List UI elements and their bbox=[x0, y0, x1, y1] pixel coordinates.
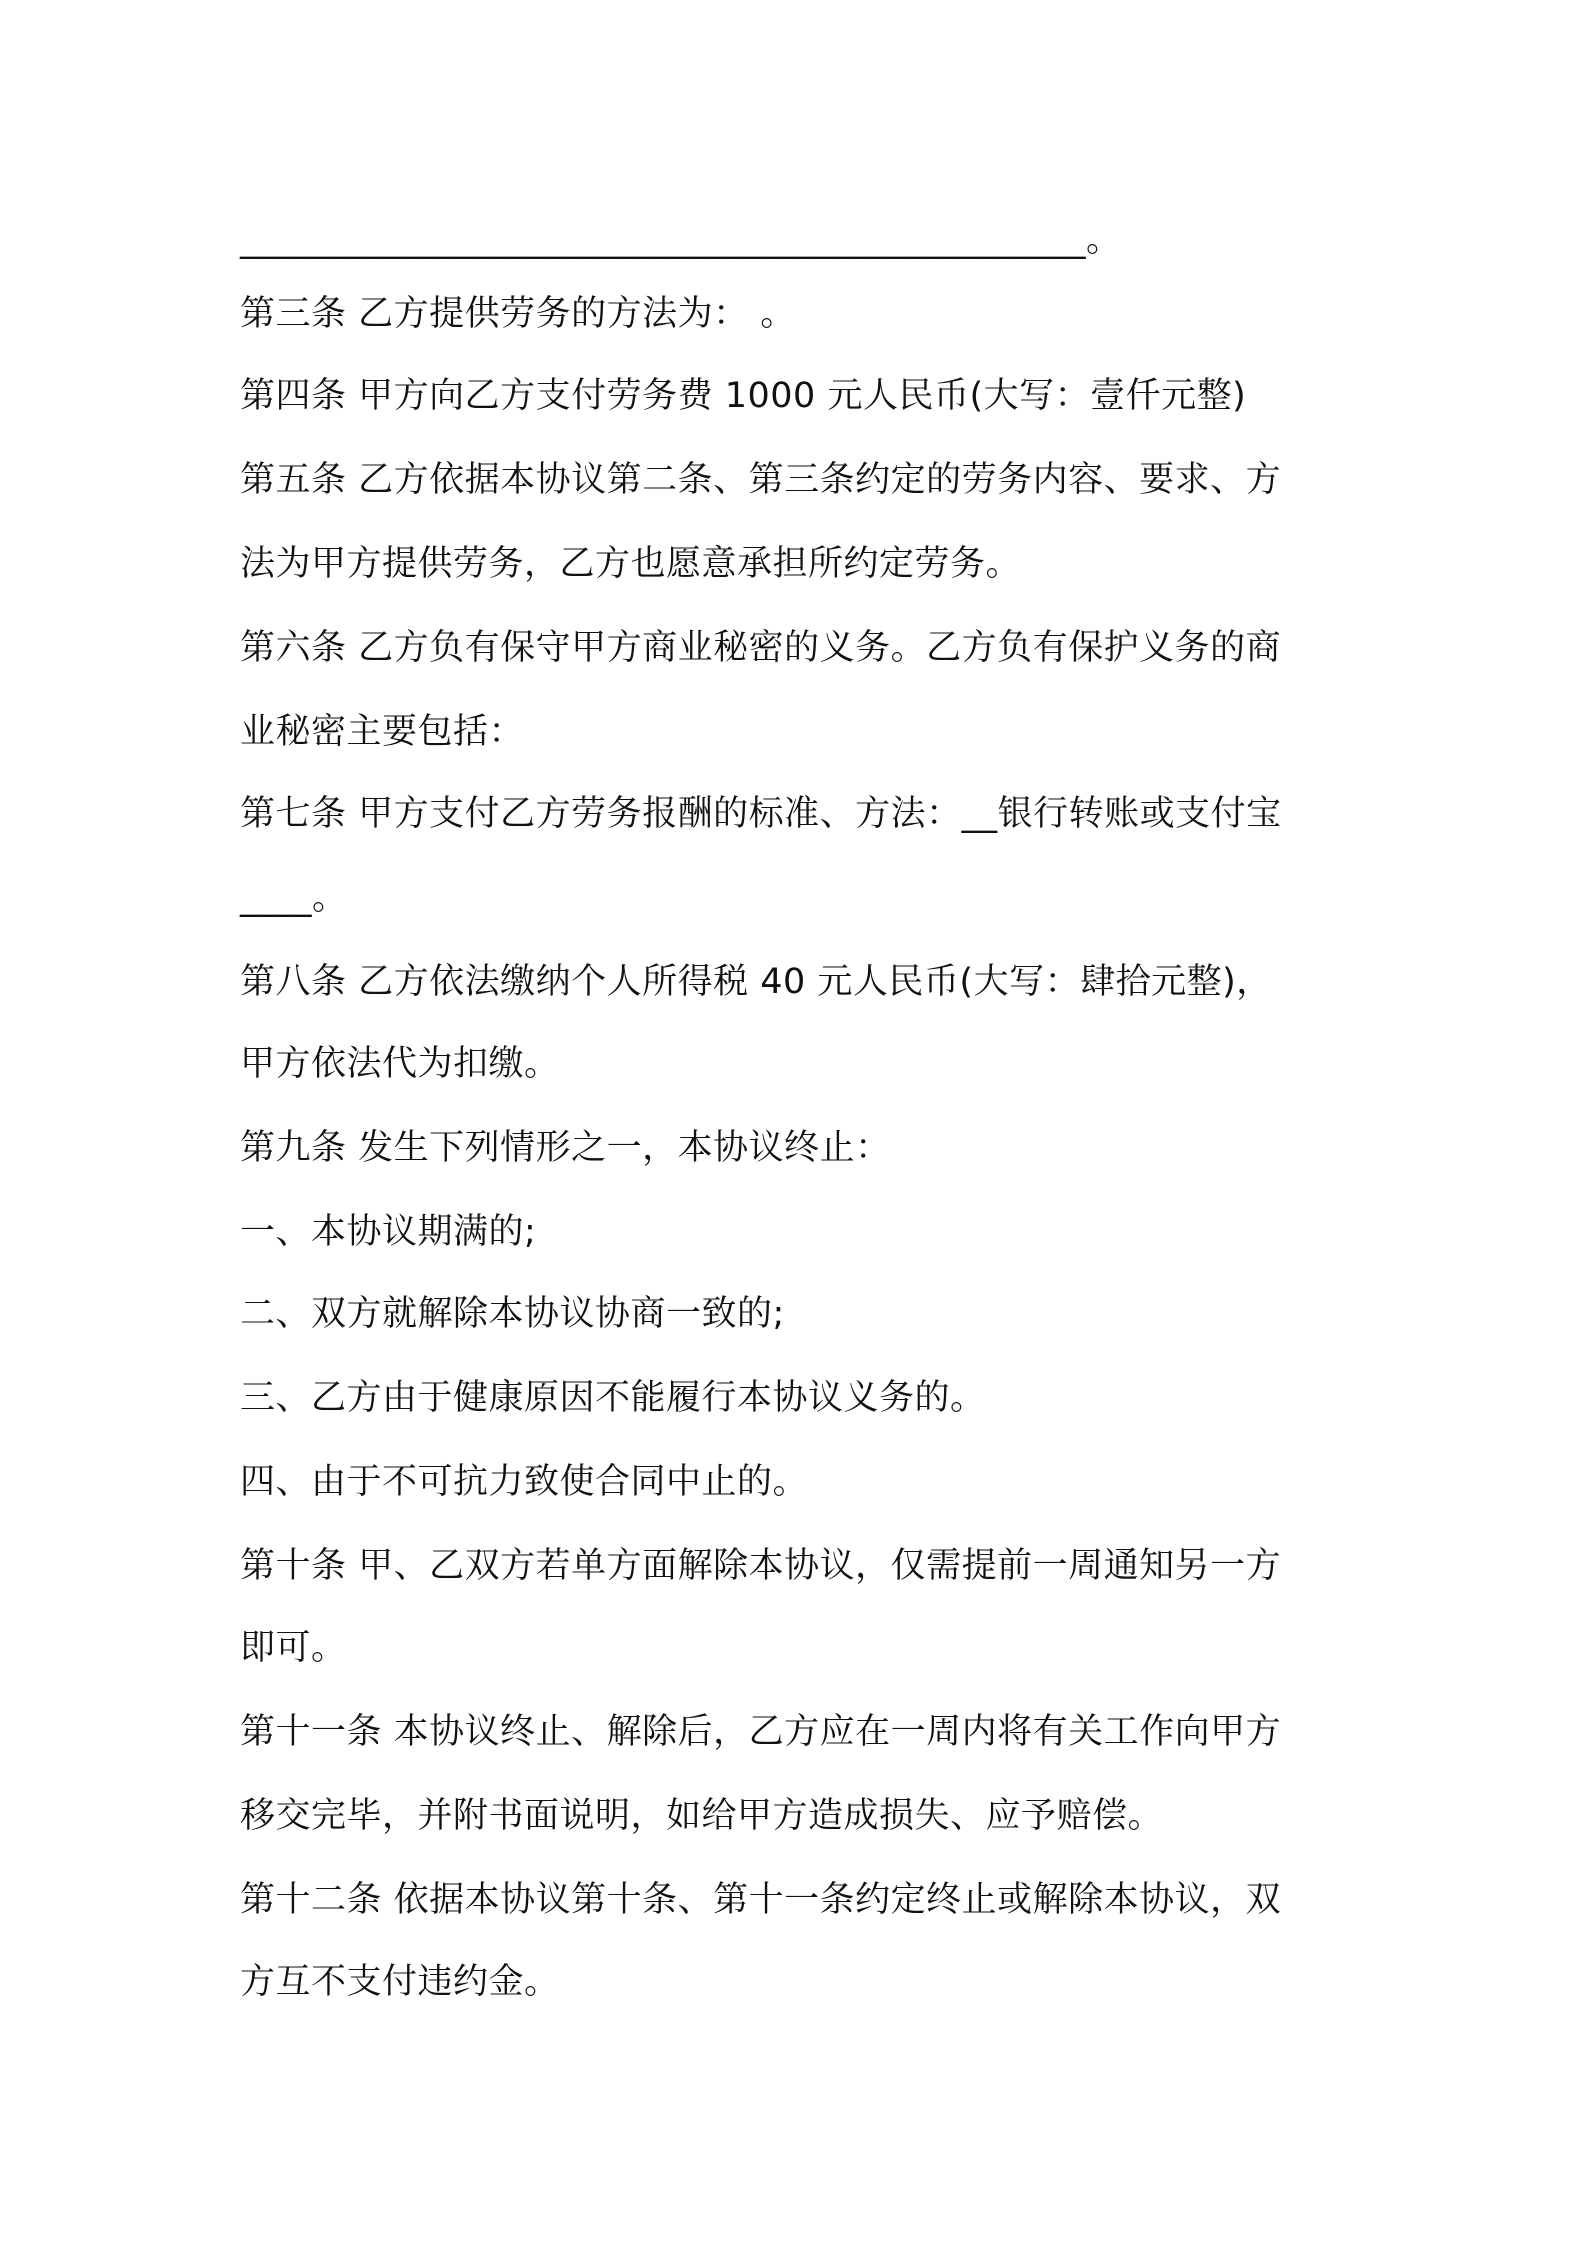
article-3: 第三条 乙方提供劳务的方法为： 。 bbox=[240, 294, 796, 334]
termination-item-4: 四、由于不可抗力致使合同中止的。 bbox=[240, 1462, 809, 1502]
blank-line-end: _______________________________________________。 bbox=[240, 220, 1122, 260]
article-6-line-1: 第六条 乙方负有保守甲方商业秘密的义务。乙方负有保护义务的商 bbox=[240, 628, 1282, 668]
article-9: 第九条 发生下列情形之一，本协议终止： bbox=[240, 1128, 891, 1168]
article-8-line-2: 甲方依法代为扣缴。 bbox=[240, 1044, 560, 1084]
article-5-line-1: 第五条 乙方依据本协议第二条、第三条约定的劳务内容、要求、方 bbox=[240, 460, 1282, 500]
article-8-line-1: 第八条 乙方依法缴纳个人所得税 40 元人民币(大写：肆拾元整)， bbox=[240, 962, 1272, 1002]
article-5-line-2: 法为甲方提供劳务，乙方也愿意承担所约定劳务。 bbox=[240, 544, 1022, 584]
article-7-line-2: ____。 bbox=[240, 878, 348, 918]
article-4: 第四条 甲方向乙方支付劳务费 1000 元人民币(大写：壹仟元整) bbox=[240, 376, 1247, 416]
article-12-line-1: 第十二条 依据本协议第十条、第十一条约定终止或解除本协议，双 bbox=[240, 1880, 1282, 1920]
termination-item-2: 二、双方就解除本协议协商一致的; bbox=[240, 1294, 785, 1334]
article-10-line-1: 第十条 甲、乙双方若单方面解除本协议，仅需提前一周通知另一方 bbox=[240, 1546, 1282, 1586]
article-11-line-1: 第十一条 本协议终止、解除后，乙方应在一周内将有关工作向甲方 bbox=[240, 1712, 1282, 1752]
article-6-line-2: 业秘密主要包括： bbox=[240, 712, 525, 752]
article-12-line-2: 方互不支付违约金。 bbox=[240, 1962, 560, 2002]
article-11-line-2: 移交完毕，并附书面说明，如给甲方造成损失、应予赔偿。 bbox=[240, 1796, 1164, 1836]
article-10-line-2: 即可。 bbox=[240, 1628, 347, 1668]
article-7-line-1: 第七条 甲方支付乙方劳务报酬的标准、方法：__银行转账或支付宝 bbox=[240, 794, 1282, 834]
termination-item-1: 一、本协议期满的; bbox=[240, 1212, 537, 1252]
termination-item-3: 三、乙方由于健康原因不能履行本协议义务的。 bbox=[240, 1378, 986, 1418]
